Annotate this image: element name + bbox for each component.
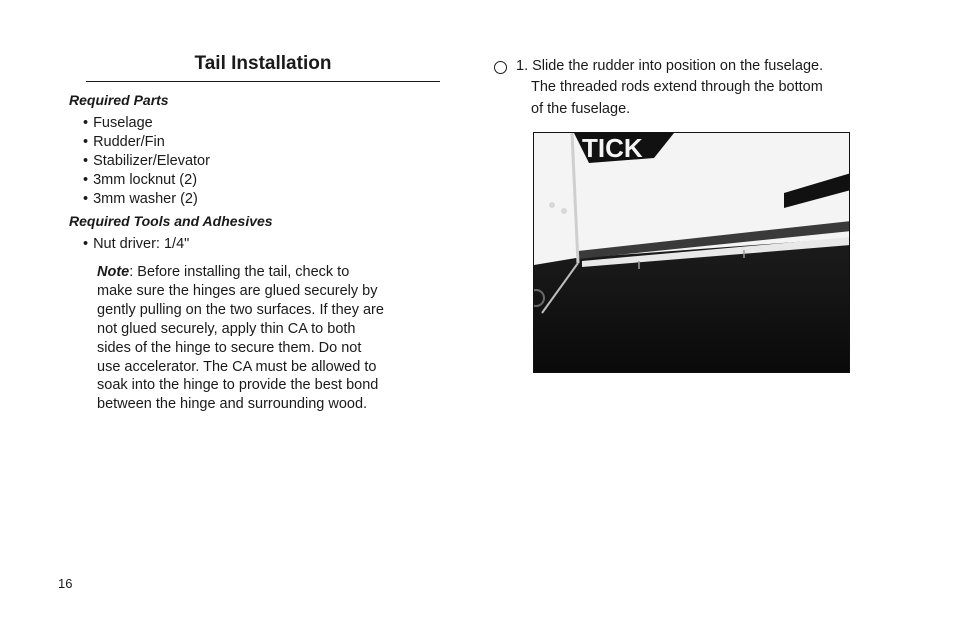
decal-text: TICK bbox=[582, 133, 643, 163]
note-line: soak into the hinge to provide the best bond bbox=[97, 377, 379, 394]
list-item: • Stabilizer/Elevator bbox=[83, 152, 210, 171]
note-line: use accelerator. The CA must be allowed to bbox=[97, 358, 377, 375]
page-number: 16 bbox=[58, 576, 73, 591]
required-parts-heading: Required Parts bbox=[69, 92, 169, 108]
required-parts-list bbox=[83, 114, 210, 209]
note-line bbox=[97, 263, 417, 282]
step-line: The threaded rods extend through the bottom bbox=[531, 79, 823, 95]
hinge-point bbox=[549, 202, 555, 208]
step-line: 1. Slide the rudder into position on the fuselage. bbox=[516, 58, 824, 74]
note-text: : Before installing the tail, check to bbox=[129, 264, 350, 280]
list-item: • Rudder/Fin bbox=[83, 133, 210, 152]
photo-illustration bbox=[534, 133, 850, 373]
section-title: Tail Installation bbox=[194, 53, 332, 74]
list-item: • Fuselage bbox=[83, 114, 210, 133]
list-item: • 3mm washer (2) bbox=[83, 190, 210, 209]
list-item: • 3mm locknut (2) bbox=[83, 171, 210, 190]
list-item: • Nut driver: 1/4" bbox=[83, 235, 189, 254]
title-rule bbox=[86, 81, 440, 82]
hinge-point bbox=[561, 208, 567, 214]
required-tools-heading: Required Tools and Adhesives bbox=[69, 213, 273, 229]
note-line: between the hinge and surrounding wood. bbox=[97, 396, 368, 413]
note-line: not glued securely, apply thin CA to both bbox=[97, 320, 356, 337]
note-line: gently pulling on the two surfaces. If they are bbox=[97, 301, 384, 318]
step-line: of the fuselage. bbox=[531, 101, 631, 117]
required-tools-list bbox=[83, 235, 189, 254]
step-checkbox[interactable] bbox=[494, 61, 507, 74]
note-paragraph bbox=[97, 263, 417, 414]
note-line: make sure the hinges are glued securely by bbox=[97, 282, 378, 299]
note-line: sides of the hinge to secure them. Do not bbox=[97, 339, 362, 356]
rudder-fuselage-photo bbox=[533, 132, 850, 373]
note-label: Note bbox=[97, 264, 130, 280]
